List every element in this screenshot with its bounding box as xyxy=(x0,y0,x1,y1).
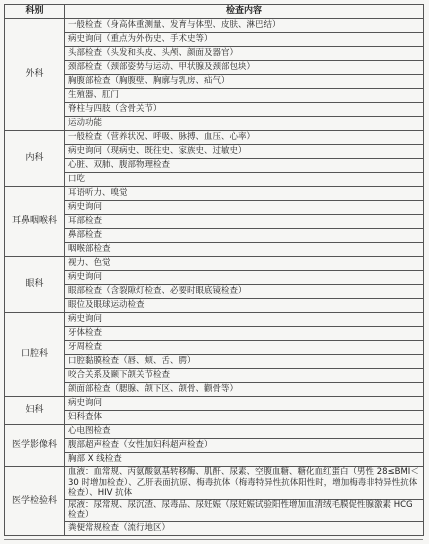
table-header-row xyxy=(5,5,424,19)
exam-item-cell: 鼻部检查 xyxy=(65,229,424,243)
category-cell: 内科 xyxy=(5,131,65,187)
exam-item-cell: 一般检查（身高体重测量、发育与体型、皮肤、淋巴结） xyxy=(65,19,424,33)
table-row xyxy=(5,187,424,201)
exam-item-cell: 运动功能 xyxy=(65,117,424,131)
table-row xyxy=(5,467,424,500)
exam-item-cell: 尿液：尿常规、尿沉渣、尿毒品、尿妊娠（尿妊娠试验阳性增加血清绒毛膜促性腺激素 HCG 检查） xyxy=(65,499,424,521)
table-row xyxy=(5,453,424,467)
table-row xyxy=(5,383,424,397)
exam-item-cell: 口腔黏膜检查（唇、颊、舌、腭） xyxy=(65,355,424,369)
table-row xyxy=(5,285,424,299)
exam-item-cell: 耳部检查 xyxy=(65,215,424,229)
exam-item-cell: 颌面部检查（腮腺、颌下区、颌骨、颧骨等） xyxy=(65,383,424,397)
exam-item-cell: 血液：血常规、丙氨酸氨基转移酶、肌酐、尿素、空腹血糖、糖化血红蛋白（男性 28≤BMI＜30 时增加检查）、乙肝表面抗原、梅毒抗体（梅毒特异性抗体阳性时，增加梅毒非特异性抗体检查）、HIV 抗体 xyxy=(65,467,424,500)
exam-item-cell: 病史询问（现病史、既往史、家族史、过敏史） xyxy=(65,145,424,159)
table-row xyxy=(5,521,424,535)
exam-item-cell: 胸腹部检查（胸腹壁、胸廓与乳房、疝气） xyxy=(65,75,424,89)
table-row xyxy=(5,47,424,61)
exam-item-cell: 脊柱与四肢（含骨关节） xyxy=(65,103,424,117)
exam-item-cell: 病史询问 xyxy=(65,313,424,327)
exam-item-cell: 头部检查（头发和头皮、头颅、颜面及器官） xyxy=(65,47,424,61)
exam-item-cell: 咽喉部检查 xyxy=(65,243,424,257)
exam-item-cell: 妇科查体 xyxy=(65,411,424,425)
category-cell: 妇科 xyxy=(5,397,65,425)
category-cell: 外科 xyxy=(5,19,65,131)
table-row xyxy=(5,313,424,327)
exam-item-cell: 牙体检查 xyxy=(65,327,424,341)
category-cell: 耳鼻咽喉科 xyxy=(5,187,65,257)
table-row xyxy=(5,89,424,103)
table-row xyxy=(5,19,424,33)
table-row xyxy=(5,271,424,285)
header-category: 科别 xyxy=(5,5,65,19)
exam-item-cell: 生殖器、肛门 xyxy=(65,89,424,103)
category-cell: 口腔科 xyxy=(5,313,65,397)
exam-table xyxy=(4,4,424,536)
table-body xyxy=(5,19,424,536)
exam-item-cell: 病史询问（重点为外伤史、手术史等） xyxy=(65,33,424,47)
table-row xyxy=(5,411,424,425)
table-row xyxy=(5,75,424,89)
table-row xyxy=(5,215,424,229)
table-row xyxy=(5,229,424,243)
exam-item-cell: 口吃 xyxy=(65,173,424,187)
table-row xyxy=(5,299,424,313)
exam-item-cell: 咬合关系及颞下颌关节检查 xyxy=(65,369,424,383)
exam-item-cell: 眼部检查（含裂隙灯检查、必要时眼底镜检查） xyxy=(65,285,424,299)
exam-item-cell: 腹部超声检查（女性加妇科超声检查） xyxy=(65,439,424,453)
table-row xyxy=(5,341,424,355)
exam-item-cell: 视力、色觉 xyxy=(65,257,424,271)
exam-item-cell: 耳语听力、嗅觉 xyxy=(65,187,424,201)
table-row xyxy=(5,159,424,173)
bottom-rule xyxy=(4,539,423,540)
table-row xyxy=(5,243,424,257)
table-row xyxy=(5,131,424,145)
table-row xyxy=(5,201,424,215)
table-row xyxy=(5,499,424,521)
table-row xyxy=(5,173,424,187)
exam-item-cell: 牙周检查 xyxy=(65,341,424,355)
exam-item-cell: 颈部检查（颈部姿势与运动、甲状腺及颈部包块） xyxy=(65,61,424,75)
table-row xyxy=(5,397,424,411)
category-cell: 眼科 xyxy=(5,257,65,313)
exam-item-cell: 心脏、双肺、腹部物理检查 xyxy=(65,159,424,173)
exam-item-cell: 眼位及眼球运动检查 xyxy=(65,299,424,313)
exam-item-cell: 病史询问 xyxy=(65,271,424,285)
header-content: 检查内容 xyxy=(65,5,424,19)
category-cell: 医学检验科 xyxy=(5,467,65,536)
table-row xyxy=(5,257,424,271)
exam-item-cell: 粪便常规检查（流行地区） xyxy=(65,521,424,535)
table-row xyxy=(5,327,424,341)
table-row xyxy=(5,369,424,383)
exam-item-cell: 一般检查（营养状况、呼吸、脉搏、血压、心率） xyxy=(65,131,424,145)
table-row xyxy=(5,61,424,75)
table-row xyxy=(5,425,424,439)
table-row xyxy=(5,103,424,117)
exam-item-cell: 胸部 X 线检查 xyxy=(65,453,424,467)
table-row xyxy=(5,33,424,47)
exam-item-cell: 病史询问 xyxy=(65,397,424,411)
table-row xyxy=(5,355,424,369)
table-row xyxy=(5,145,424,159)
exam-item-cell: 病史询问 xyxy=(65,201,424,215)
category-cell: 医学影像科 xyxy=(5,425,65,467)
table-row xyxy=(5,117,424,131)
exam-item-cell: 心电图检查 xyxy=(65,425,424,439)
table-row xyxy=(5,439,424,453)
